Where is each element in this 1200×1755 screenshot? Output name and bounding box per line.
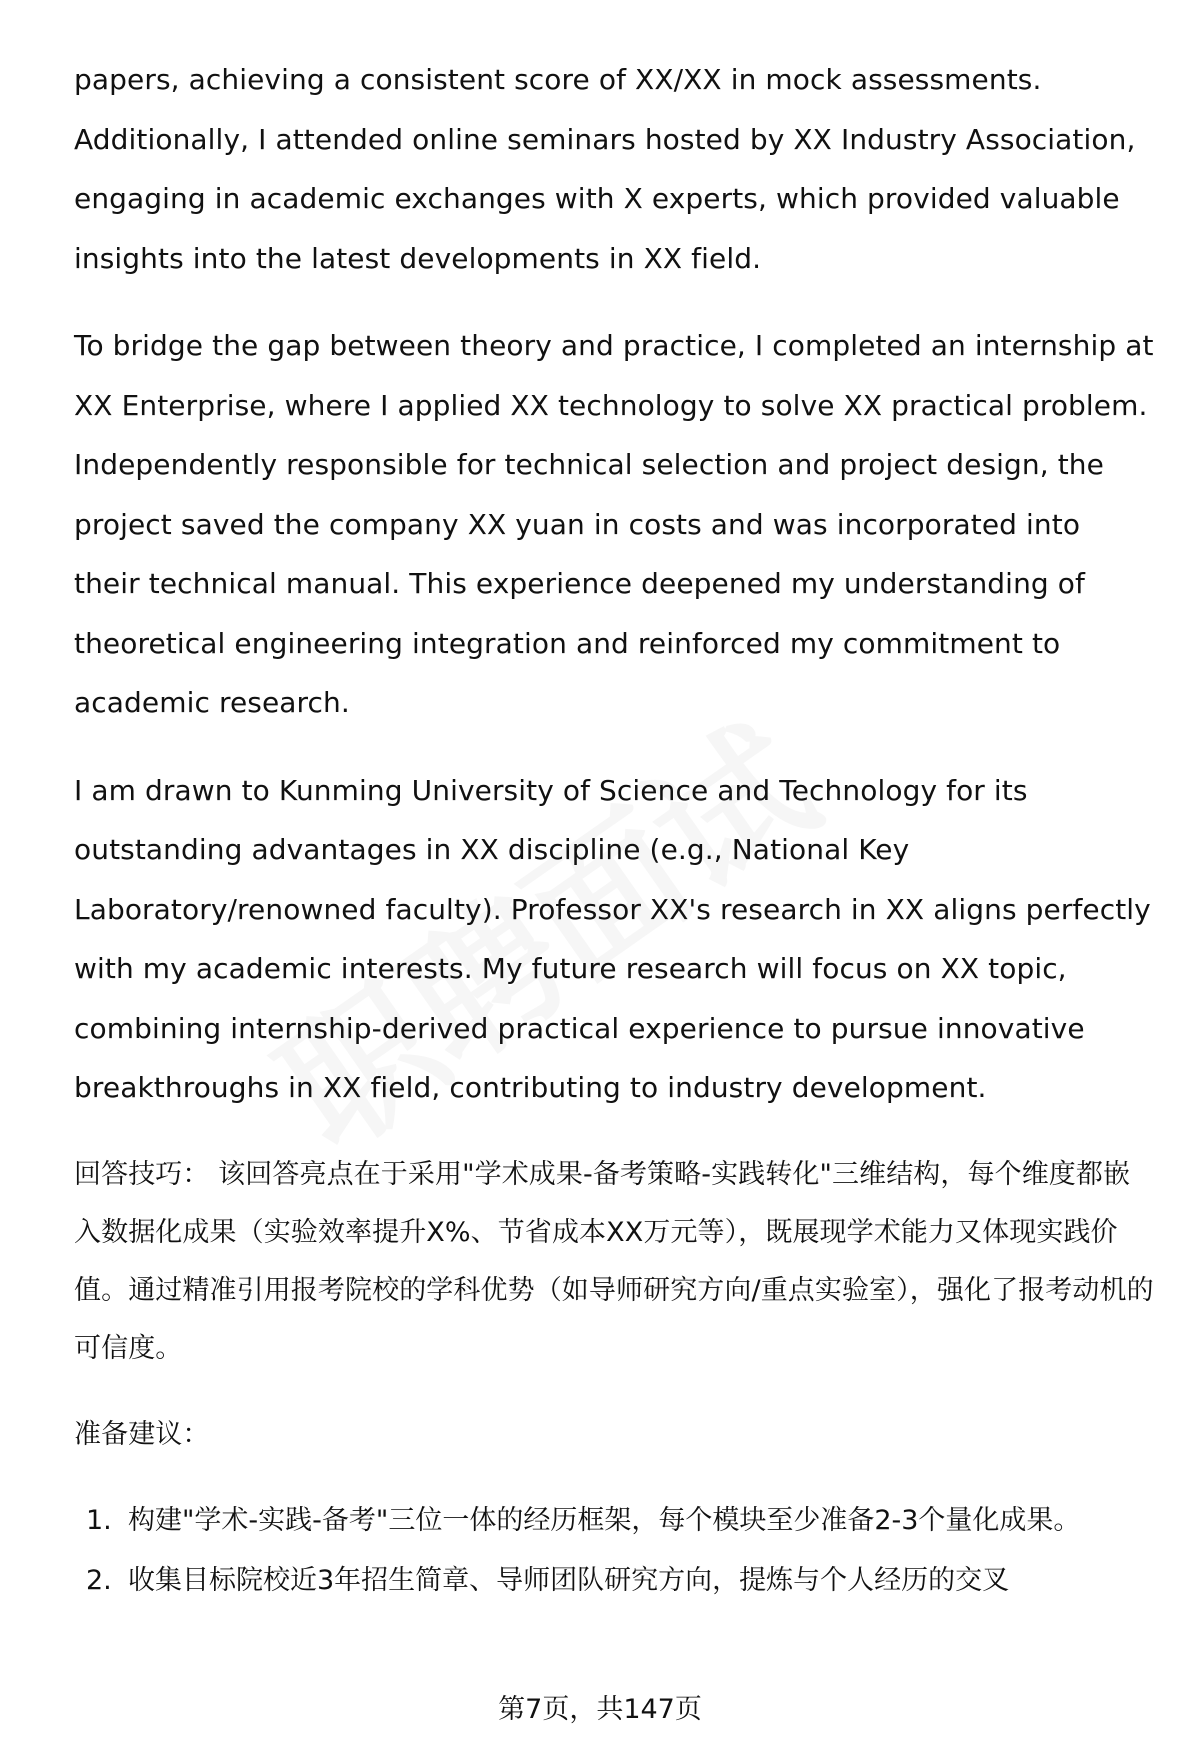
page-footer: 第7页，共147页 [498, 1694, 702, 1725]
list-number: 2. [86, 1564, 112, 1596]
list-item-text: 构建"学术-实践-备考"三位一体的经历框架，每个模块至少准备2-3个量化成果。 [128, 1504, 1081, 1536]
list-item [74, 1492, 1154, 1550]
list-item [74, 1552, 1154, 1610]
prep-title: 准备建议： [74, 1418, 210, 1450]
answer-tips: 回答技巧： 该回答亮点在于采用"学术成果-备考策略-实践转化"三维结构，每个维度都嵌入数据化成果（实验效率提升X%、节省成本XX万元等），既展现学术能力又体现实践价值。通过精准引用报考院校的学科优势（如导师研究方向/重点实验室），强化了报考动机的可信度。 [74, 1158, 1154, 1364]
paragraph-motivation: I am drawn to Kunming University of Science and Technology for its outstanding advantages in XX discipline (e.g., National Key Laboratory/renowned faculty). Professor XX's research in XX aligns perfectly with my academic interests. My future research will focus on XX topic, combining internship-derived practical experience to pursue innovative breakthroughs in XX field, contributing to industry development. [74, 773, 1151, 1104]
list-number: 1. [86, 1504, 112, 1536]
document-body [74, 50, 1154, 1612]
paragraph-internship: To bridge the gap between theory and practice, I completed an internship at XX Enterprise, where I applied XX technology to solve XX practical problem. Independently responsible for technical selection and project design, the project saved the company XX yuan in costs and was incorporated into their technical manual. This experience deepened my understanding of theoretical engineering integration and reinforced my commitment to academic research. [74, 329, 1154, 719]
paragraph-preparation: papers, achieving a consistent score of XX/XX in mock assessments. Additionally, I attended online seminars hosted by XX Industry Association, engaging in academic exchanges with X experts, which provided valuable insights into the latest developments in XX field. [74, 63, 1136, 275]
list-item-text: 收集目标院校近3年招生简章、导师团队研究方向，提炼与个人经历的交叉 [128, 1564, 1010, 1596]
prep-list [74, 1492, 1154, 1610]
